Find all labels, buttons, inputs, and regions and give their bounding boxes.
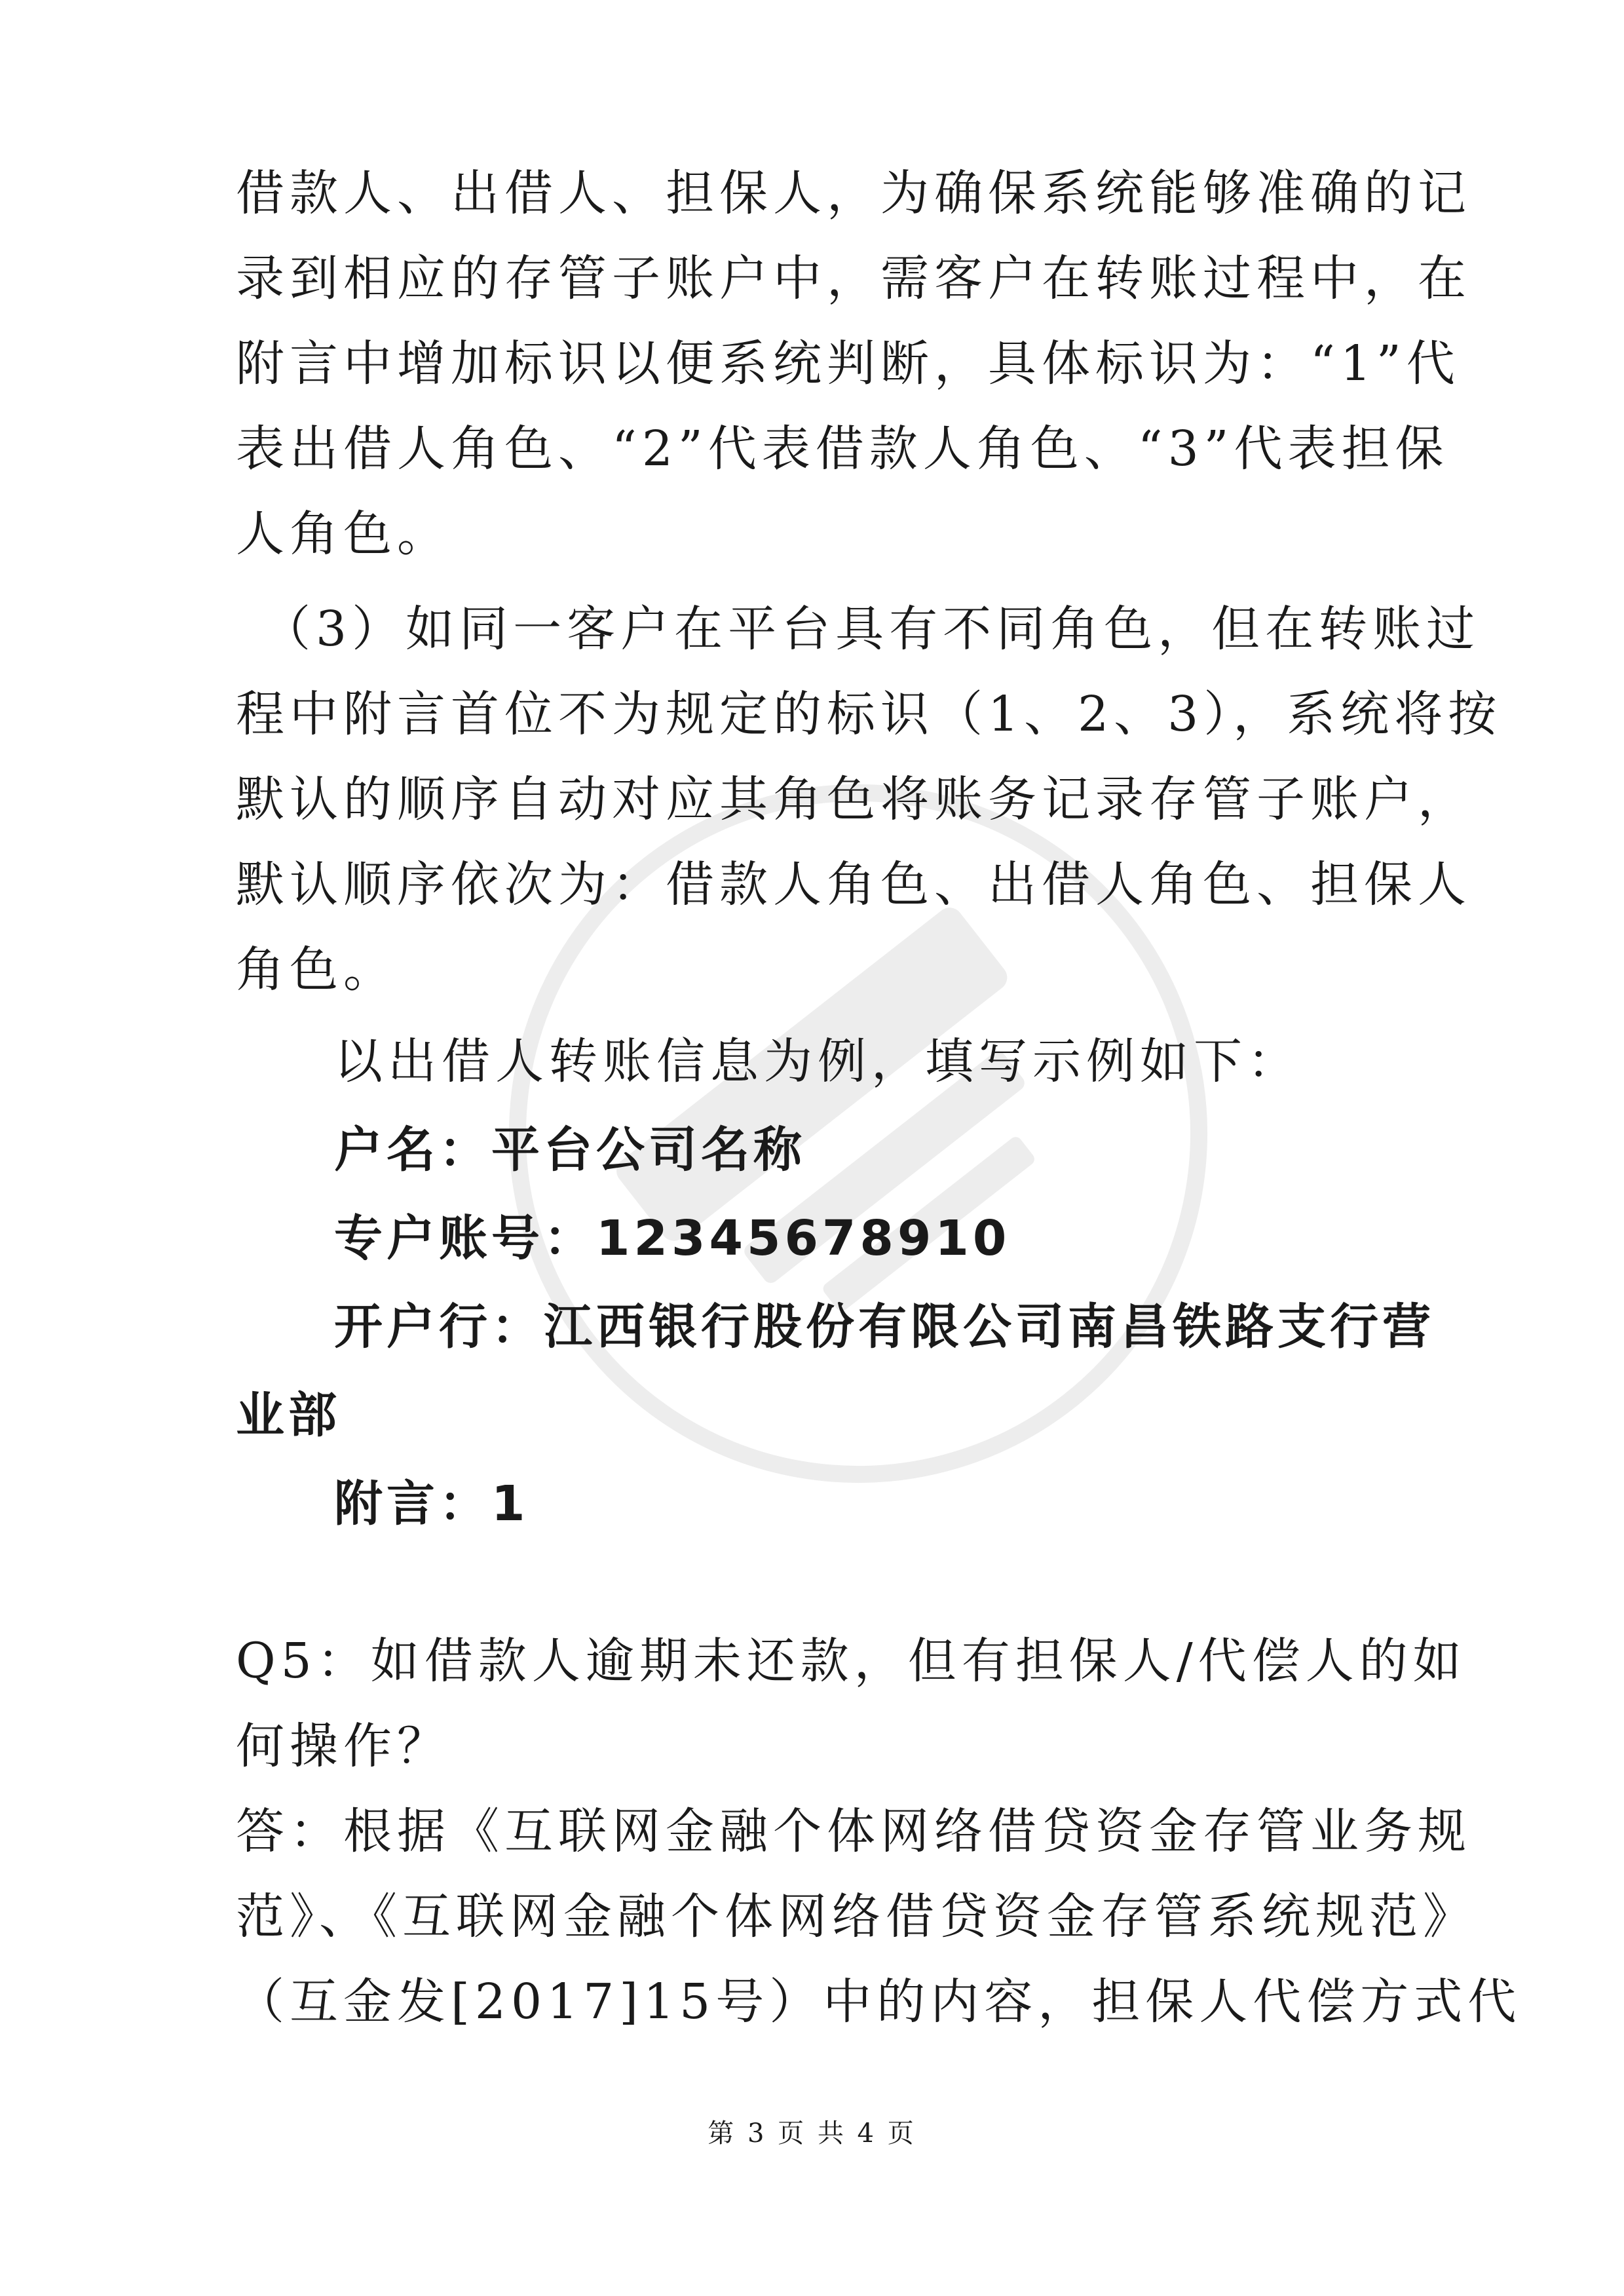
example-bank-line-1: 开户行：江西银行股份有限公司南昌铁路支行营 [334, 1299, 1435, 1355]
q5-answer-line-3: （互金发[2017]15号）中的内容，担保人代偿方式代 [236, 1974, 1522, 2030]
default-line-5: 角色。 [236, 942, 397, 998]
roles-line-5: 人角色。 [236, 506, 451, 562]
default-line-4: 默认顺序依次为：借款人角色、出借人角色、担保人 [236, 856, 1471, 913]
default-line-3: 默认的顺序自动对应其角色将账务记录存管子账户， [236, 771, 1471, 828]
example-account-number: 专户账号：12345678910 [334, 1210, 1011, 1267]
default-line-2: 程中附言首位不为规定的标识（1、2、3），系统将按 [236, 686, 1502, 742]
q5-answer-line-2: 范》、《互联网金融个体网络借贷资金存管系统规范》 [236, 1888, 1477, 1945]
roles-line-3: 附言中增加标识以便系统判断，具体标识为：“1”代 [236, 335, 1460, 392]
roles-line-2: 录到相应的存管子账户中，需客户在转账过程中，在 [236, 250, 1471, 307]
q5-question-line-1: Q5：如借款人逾期未还款，但有担保人/代偿人的如 [236, 1633, 1467, 1689]
roles-line-1: 借款人、出借人、担保人，为确保系统能够准确的记 [236, 165, 1471, 221]
roles-line-4: 表出借人角色、“2”代表借款人角色、“3”代表担保 [236, 421, 1449, 477]
page-number-footer: 第 3 页 共 4 页 [708, 2118, 916, 2149]
default-line-1: （3）如同一客户在平台具有不同角色，但在转账过 [262, 601, 1481, 657]
example-account-name: 户名：平台公司名称 [334, 1122, 806, 1178]
q5-answer-line-1: 答：根据《互联网金融个体网络借贷资金存管业务规 [236, 1803, 1471, 1860]
q5-question-line-2: 何操作？ [236, 1718, 451, 1774]
example-memo: 附言：1 [334, 1476, 529, 1532]
example-intro: 以出借人转账信息为例，填写示例如下： [334, 1033, 1301, 1090]
example-bank-line-2: 业部 [236, 1387, 341, 1444]
